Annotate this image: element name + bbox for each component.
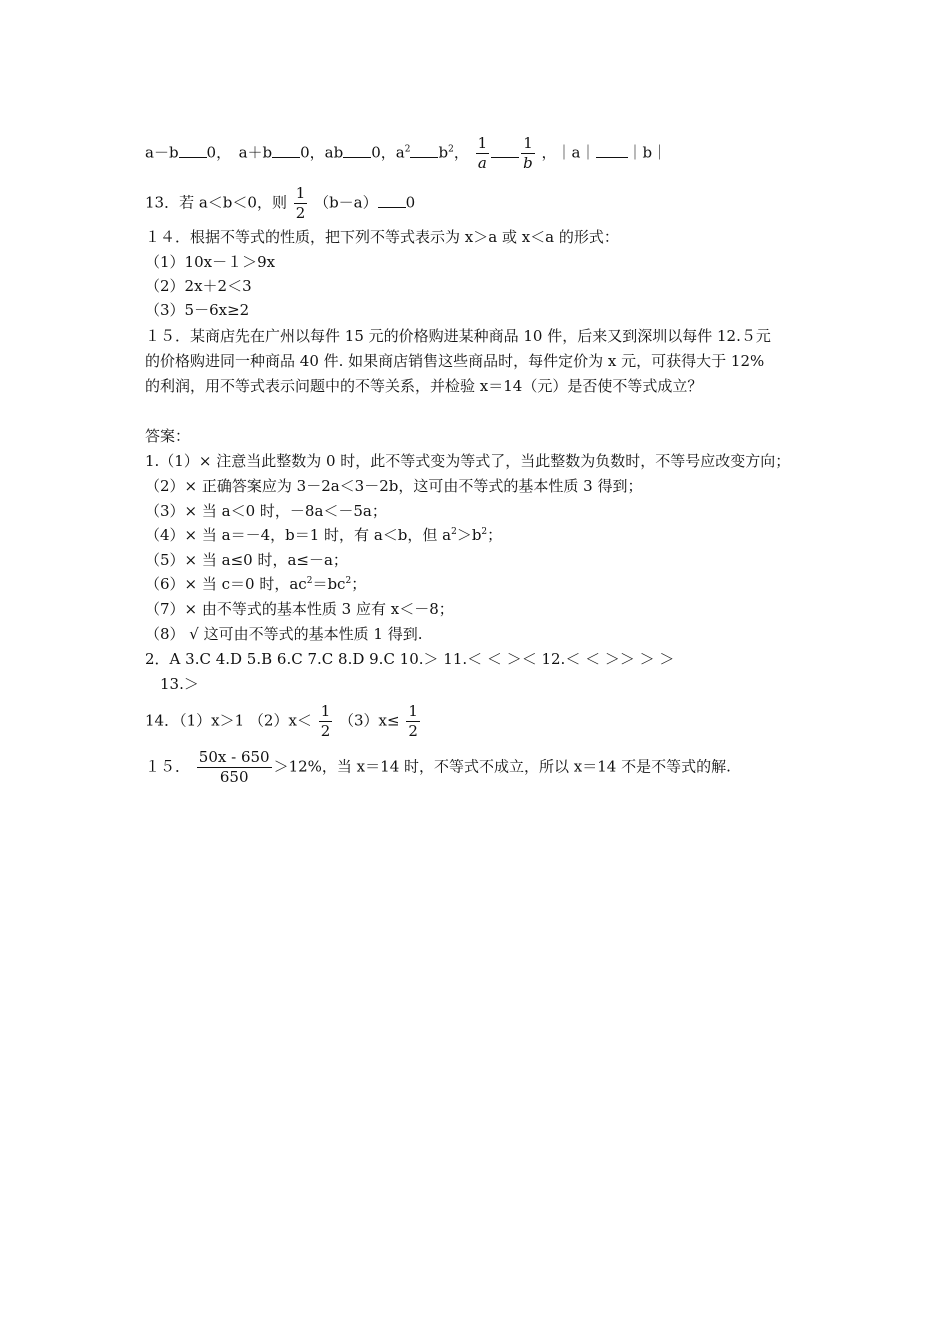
answers-heading: 答案：: [145, 427, 191, 445]
q14-item: （1）10x－１＞9x: [145, 253, 276, 271]
answer-line: [145, 525, 502, 545]
fraction-denominator: 2: [408, 722, 418, 740]
q12-text: a－b: [145, 143, 179, 162]
fraction-numerator: 1: [408, 702, 418, 720]
q14-item: （2）2x＋2＜3: [145, 277, 252, 295]
answer-line: （2）× 正确答案应为 3－2a＜3－2b，这可由不等式的基本性质 3 得到；: [145, 477, 643, 495]
answer-line: [145, 574, 366, 594]
answer-blank[interactable]: [491, 145, 519, 158]
superscript: 2: [451, 527, 457, 537]
q12-text: ，: [453, 143, 469, 162]
fraction-numerator: 1: [295, 184, 306, 202]
superscript: 2: [481, 527, 488, 537]
answer-text: ＞b: [456, 526, 482, 544]
q13-line: [145, 186, 415, 221]
answer-line: （5）× 当 a≤0 时，a≤－a；: [145, 551, 348, 569]
q12-line: [145, 136, 667, 171]
q15-line: 的利润，用不等式表示问题中的不等关系，并检验 x＝14（元）是否使不等式成立？: [145, 377, 703, 395]
q14-stem: １４．根据不等式的性质，把下列不等式表示为 x＞a 或 x＜a 的形式：: [145, 228, 619, 246]
q13-prefix: 13．若 a＜b＜0，则: [145, 193, 287, 212]
fraction: [406, 704, 420, 739]
answer-text: ＞12%，当 x＝14 时，不等式不成立，所以 x＝14 不是不等式的解.: [273, 757, 731, 776]
answer-text: １５．: [145, 757, 191, 776]
superscript: 2: [345, 576, 352, 586]
answer-blank[interactable]: [272, 145, 300, 158]
answer-line: 2．A 3.C 4.D 5.B 6.C 7.C 8.D 9.C 10.＞ 11.＜ ＜ ＞＜ 12.＜ ＜ ＞＞ ＞ ＞: [145, 650, 675, 668]
fraction-denominator: 2: [320, 722, 331, 740]
answer-blank[interactable]: [179, 145, 207, 158]
q12-text: ，｜a｜: [541, 143, 596, 162]
answer-blank[interactable]: [378, 195, 406, 208]
answer-text: （6）× 当 c＝0 时，ac: [145, 575, 307, 593]
answer-line: 13.＞: [160, 675, 199, 693]
q12-text: 0，ab: [300, 143, 344, 162]
answer-blank[interactable]: [596, 145, 628, 158]
answer-line: （7）× 由不等式的基本性质 3 应有 x＜－8；: [145, 600, 454, 618]
answer-line: （3）× 当 a＜0 时，－8a＜－5a；: [145, 502, 387, 520]
fraction-numerator: 1: [523, 134, 533, 152]
answer-text: 14．（1）x＞1 （2）x＜: [145, 711, 312, 730]
fraction-variable: a: [477, 154, 487, 172]
fraction-denominator: 2: [295, 204, 306, 222]
answer-line: （8） √ 这可由不等式的基本性质 1 得到.: [145, 625, 423, 643]
answer-text: （3）x≤: [339, 711, 400, 730]
answer-text: （4）× 当 a＝－4，b＝1 时，有 a＜b，但 a: [145, 526, 452, 544]
fraction: [294, 186, 308, 221]
fraction: [319, 704, 333, 739]
fraction: [521, 136, 535, 171]
answer-blank[interactable]: [343, 145, 371, 158]
superscript: 2: [404, 144, 411, 155]
q15-line: 的价格购进同一种商品 40 件. 如果商店销售这些商品时，每件定价为 x 元，可获得大于 12%: [145, 352, 765, 370]
answer-text: ；: [487, 526, 503, 544]
fraction-variable: b: [523, 154, 533, 172]
fraction-numerator: 50x - 650: [198, 748, 270, 766]
answer-line-15: [145, 750, 731, 785]
q13-suffix: （b－a）: [314, 193, 378, 212]
fraction-numerator: 1: [320, 702, 331, 720]
answer-text: ＝bc: [312, 575, 346, 593]
fraction-denominator: [521, 153, 535, 171]
q12-text: ｜b｜: [627, 143, 668, 162]
fraction-denominator: 650: [197, 767, 272, 785]
answer-line: 1.（1）× 注意当此整数为 0 时，此不等式变为等式了，当此整数为负数时，不等号应改变方向；: [145, 452, 791, 470]
answer-text: ；: [351, 575, 367, 593]
answer-line-14: [145, 704, 422, 739]
q12-text: 0，a: [371, 143, 405, 162]
q14-item: （3）5－6x≥2: [145, 301, 250, 319]
q15-line: １５．某商店先在广州以每件 15 元的价格购进某种商品 10 件，后来又到深圳以每件 12.５元: [145, 327, 771, 345]
fraction-denominator: [476, 153, 490, 171]
fraction: [197, 750, 272, 785]
q13-end: 0: [405, 193, 416, 212]
fraction-numerator: 1: [477, 134, 488, 152]
q12-text: b: [438, 143, 449, 162]
fraction: [476, 136, 490, 171]
answer-blank[interactable]: [410, 145, 438, 158]
q12-text: 0， a＋b: [206, 143, 273, 162]
superscript: 2: [448, 144, 454, 155]
superscript: 2: [306, 576, 313, 586]
